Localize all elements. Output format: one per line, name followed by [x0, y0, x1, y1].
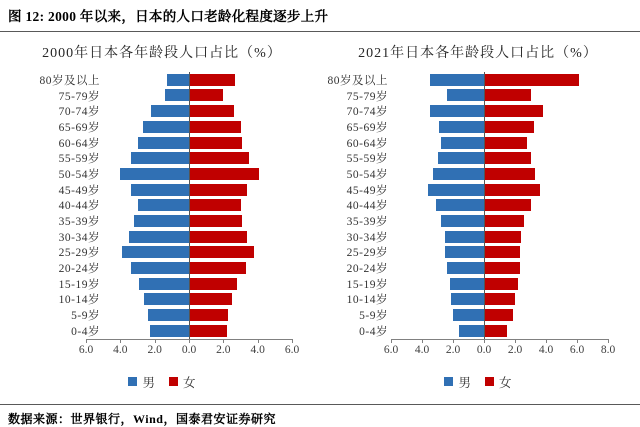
age-group-label: 70-74岁 [346, 106, 388, 119]
age-group-label: 30-34岁 [346, 231, 388, 244]
chart-2021-title: 2021年日本各年龄段人口占比（%） [358, 46, 598, 61]
bar-zone [391, 276, 608, 292]
age-group-label: 60-64岁 [346, 137, 388, 150]
age-group-label: 70-74岁 [58, 106, 100, 119]
age-group-label: 5-9岁 [359, 310, 388, 323]
x-axis-tick-label: 6.0 [284, 343, 300, 356]
legend-item-male [128, 373, 155, 391]
pyramid-row [324, 166, 632, 182]
x-axis-tick [453, 339, 454, 343]
x-axis-tick-label: 8.0 [600, 343, 616, 356]
age-group-label: 60-64岁 [58, 137, 100, 150]
age-group-label: 0-4岁 [71, 325, 100, 338]
x-axis-tick [422, 339, 423, 343]
male-bar [428, 184, 484, 196]
female-bar [484, 231, 521, 243]
female-bar [484, 246, 520, 258]
pyramid-row [324, 276, 632, 292]
x-axis-tick [223, 339, 224, 343]
x-axis-tick-label: 0.0 [181, 343, 197, 356]
female-bar [484, 121, 534, 133]
x-axis-line [391, 339, 608, 340]
pyramid-row [8, 119, 316, 135]
male-bar [138, 137, 190, 149]
x-axis-tick [292, 339, 293, 343]
x-axis-tick [546, 339, 547, 343]
female-bar [484, 74, 579, 86]
male-bar [120, 168, 189, 180]
age-group-label: 65-69岁 [346, 121, 388, 134]
pyramid-row [324, 150, 632, 166]
female-bar [189, 121, 241, 133]
female-bar [189, 215, 242, 227]
bar-zone [391, 88, 608, 104]
age-group-label: 10-14岁 [58, 294, 100, 307]
male-bar [131, 262, 189, 274]
pyramid-row [324, 198, 632, 214]
female-bar [484, 262, 520, 274]
male-bar [139, 278, 189, 290]
age-group-label: 45-49岁 [346, 184, 388, 197]
female-bar [484, 89, 531, 101]
pyramid-row [324, 260, 632, 276]
pyramid-row [324, 307, 632, 323]
pyramid-row [324, 103, 632, 119]
bar-zone [391, 229, 608, 245]
legend-item-female [169, 373, 196, 391]
pyramid-row [324, 72, 632, 88]
x-axis-tick-label: 4.0 [250, 343, 265, 356]
x-axis-tick-label: 6.0 [78, 343, 94, 356]
female-bar [189, 152, 249, 164]
x-axis-tick [155, 339, 156, 343]
x-axis-tick-label: 2.0 [216, 343, 231, 356]
pyramid-row [324, 245, 632, 261]
age-group-label: 50-54岁 [346, 168, 388, 181]
female-bar [484, 105, 543, 117]
female-bar [189, 74, 235, 86]
pyramid-row [8, 182, 316, 198]
male-bar [441, 137, 484, 149]
age-group-label: 25-29岁 [58, 247, 100, 260]
bar-zone [391, 292, 608, 308]
female-bar [484, 309, 513, 321]
male-bar [138, 199, 190, 211]
female-bar [484, 152, 531, 164]
female-legend-swatch-icon [485, 377, 494, 386]
female-bar [189, 105, 234, 117]
x-axis-tick-label: 4.0 [113, 343, 128, 356]
pyramid-row [324, 292, 632, 308]
female-bar [189, 246, 254, 258]
chart-2000-title: 2000年日本各年龄段人口占比（%） [42, 46, 282, 61]
pyramid-row [324, 213, 632, 229]
pyramid-row [324, 182, 632, 198]
male-bar [453, 309, 484, 321]
x-axis-tick-label: 2.0 [445, 343, 461, 356]
x-axis-tick-label: 2.0 [507, 343, 523, 356]
pyramid-row [8, 213, 316, 229]
age-group-label: 50-54岁 [58, 168, 100, 181]
age-group-label: 15-19岁 [58, 278, 100, 291]
zero-axis-line [189, 72, 190, 339]
bar-zone [391, 307, 608, 323]
age-group-label: 10-14岁 [346, 294, 388, 307]
age-group-label: 55-59岁 [346, 153, 388, 166]
female-bar [484, 325, 507, 337]
bar-zone [391, 323, 608, 339]
legend-item-male [444, 373, 471, 391]
female-bar [189, 278, 237, 290]
pyramid-row [8, 307, 316, 323]
male-bar [445, 246, 484, 258]
x-axis-tick-label: 6.0 [569, 343, 585, 356]
age-group-label: 75-79岁 [58, 90, 100, 103]
x-axis-tick [189, 339, 190, 343]
pyramid-row [8, 198, 316, 214]
bar-zone [391, 72, 608, 88]
x-axis-tick [515, 339, 516, 343]
female-bar [189, 325, 227, 337]
x-axis-tick-label: 6.0 [383, 343, 399, 356]
female-bar [189, 184, 247, 196]
female-bar [189, 262, 246, 274]
male-bar [165, 89, 189, 101]
male-bar [144, 293, 189, 305]
pyramid-row [8, 245, 316, 261]
male-bar [445, 231, 484, 243]
male-bar [430, 74, 484, 86]
male-bar [441, 215, 484, 227]
pyramid-row [8, 135, 316, 151]
age-group-label: 0-4岁 [359, 325, 388, 338]
x-axis-tick [577, 339, 578, 343]
male-bar [129, 231, 189, 243]
male-bar [150, 325, 189, 337]
male-bar [148, 309, 189, 321]
bar-zone [391, 103, 608, 119]
female-bar [484, 293, 515, 305]
male-bar [439, 121, 484, 133]
male-bar [450, 278, 484, 290]
age-group-label: 40-44岁 [346, 200, 388, 213]
age-group-label: 45-49岁 [58, 184, 100, 197]
female-bar [189, 199, 241, 211]
header-divider [0, 31, 640, 32]
female-bar [484, 215, 524, 227]
male-bar [447, 89, 484, 101]
chart-2000-plot [8, 72, 316, 339]
x-axis-tick [608, 339, 609, 343]
pyramid-row [8, 260, 316, 276]
data-source: 数据来源：世界银行，Wind，国泰君安证券研究 [8, 411, 276, 426]
female-legend-label: 女 [499, 375, 512, 390]
zero-axis-line [484, 72, 485, 339]
x-axis-tick-label: 2.0 [147, 343, 162, 356]
female-bar [189, 137, 242, 149]
pyramid-row [8, 166, 316, 182]
age-group-label: 40-44岁 [58, 200, 100, 213]
female-bar [484, 184, 540, 196]
chart-2021-legend [324, 373, 632, 391]
male-bar [122, 246, 189, 258]
age-group-label: 65-69岁 [58, 121, 100, 134]
pyramid-row [8, 276, 316, 292]
female-bar [189, 231, 247, 243]
female-bar [189, 293, 232, 305]
male-bar [131, 184, 189, 196]
male-bar [438, 152, 485, 164]
pyramid-row [8, 292, 316, 308]
pyramid-row [324, 229, 632, 245]
male-bar [451, 293, 484, 305]
legend-item-female [485, 373, 512, 391]
bar-zone [391, 245, 608, 261]
female-bar [189, 309, 228, 321]
chart-2021-plot [324, 72, 632, 339]
age-group-label: 20-24岁 [58, 263, 100, 276]
bar-zone [391, 213, 608, 229]
bar-zone [391, 182, 608, 198]
female-legend-label: 女 [183, 375, 196, 390]
age-group-label: 80岁及以上 [327, 74, 388, 87]
bar-zone [391, 260, 608, 276]
bar-zone [391, 166, 608, 182]
x-axis-tick [258, 339, 259, 343]
chart-2021-x-axis [383, 339, 616, 361]
male-bar [459, 325, 484, 337]
pyramid-row [8, 323, 316, 339]
age-group-label: 35-39岁 [58, 216, 100, 229]
male-bar [131, 152, 189, 164]
pyramid-row [324, 119, 632, 135]
x-axis-tick-label: 4.0 [538, 343, 554, 356]
male-bar [167, 74, 189, 86]
pyramid-row [8, 88, 316, 104]
age-group-label: 35-39岁 [346, 216, 388, 229]
charts-container [0, 40, 640, 391]
female-bar [189, 89, 223, 101]
bar-zone [391, 150, 608, 166]
age-group-label: 25-29岁 [346, 247, 388, 260]
x-axis-tick [391, 339, 392, 343]
bar-zone [391, 119, 608, 135]
pyramid-row [324, 88, 632, 104]
figure-title: 图 12: 2000 年以来，日本的人口老龄化程度逐步上升 [8, 9, 329, 24]
chart-2000 [8, 40, 316, 391]
age-group-label: 5-9岁 [71, 310, 100, 323]
bar-zone [391, 198, 608, 214]
female-bar [189, 168, 259, 180]
chart-2000-x-axis [78, 339, 300, 361]
male-legend-label: 男 [458, 375, 471, 390]
chart-2021 [324, 40, 632, 391]
x-axis-tick [86, 339, 87, 343]
age-group-label: 15-19岁 [346, 278, 388, 291]
pyramid-row [324, 135, 632, 151]
female-bar [484, 168, 535, 180]
male-bar [151, 105, 189, 117]
pyramid-row [324, 323, 632, 339]
x-axis-tick-label: 4.0 [414, 343, 430, 356]
x-axis-tick [484, 339, 485, 343]
female-bar [484, 278, 518, 290]
male-bar [447, 262, 484, 274]
x-axis-tick-label: 0.0 [476, 343, 492, 356]
male-bar [430, 105, 484, 117]
male-legend-swatch-icon [444, 377, 453, 386]
female-legend-swatch-icon [169, 377, 178, 386]
bar-zone [391, 135, 608, 151]
pyramid-row [8, 72, 316, 88]
age-group-label: 30-34岁 [58, 231, 100, 244]
pyramid-row [8, 229, 316, 245]
age-group-label: 55-59岁 [58, 153, 100, 166]
female-bar [484, 199, 531, 211]
x-axis-tick [120, 339, 121, 343]
female-bar [484, 137, 527, 149]
pyramid-row [8, 103, 316, 119]
male-bar [433, 168, 484, 180]
male-bar [134, 215, 189, 227]
pyramid-row [8, 150, 316, 166]
age-group-label: 80岁及以上 [39, 74, 100, 87]
male-bar [143, 121, 189, 133]
male-bar [436, 199, 484, 211]
chart-2000-legend [8, 373, 316, 391]
age-group-label: 75-79岁 [346, 90, 388, 103]
male-legend-label: 男 [142, 375, 155, 390]
age-group-label: 20-24岁 [346, 263, 388, 276]
male-legend-swatch-icon [128, 377, 137, 386]
